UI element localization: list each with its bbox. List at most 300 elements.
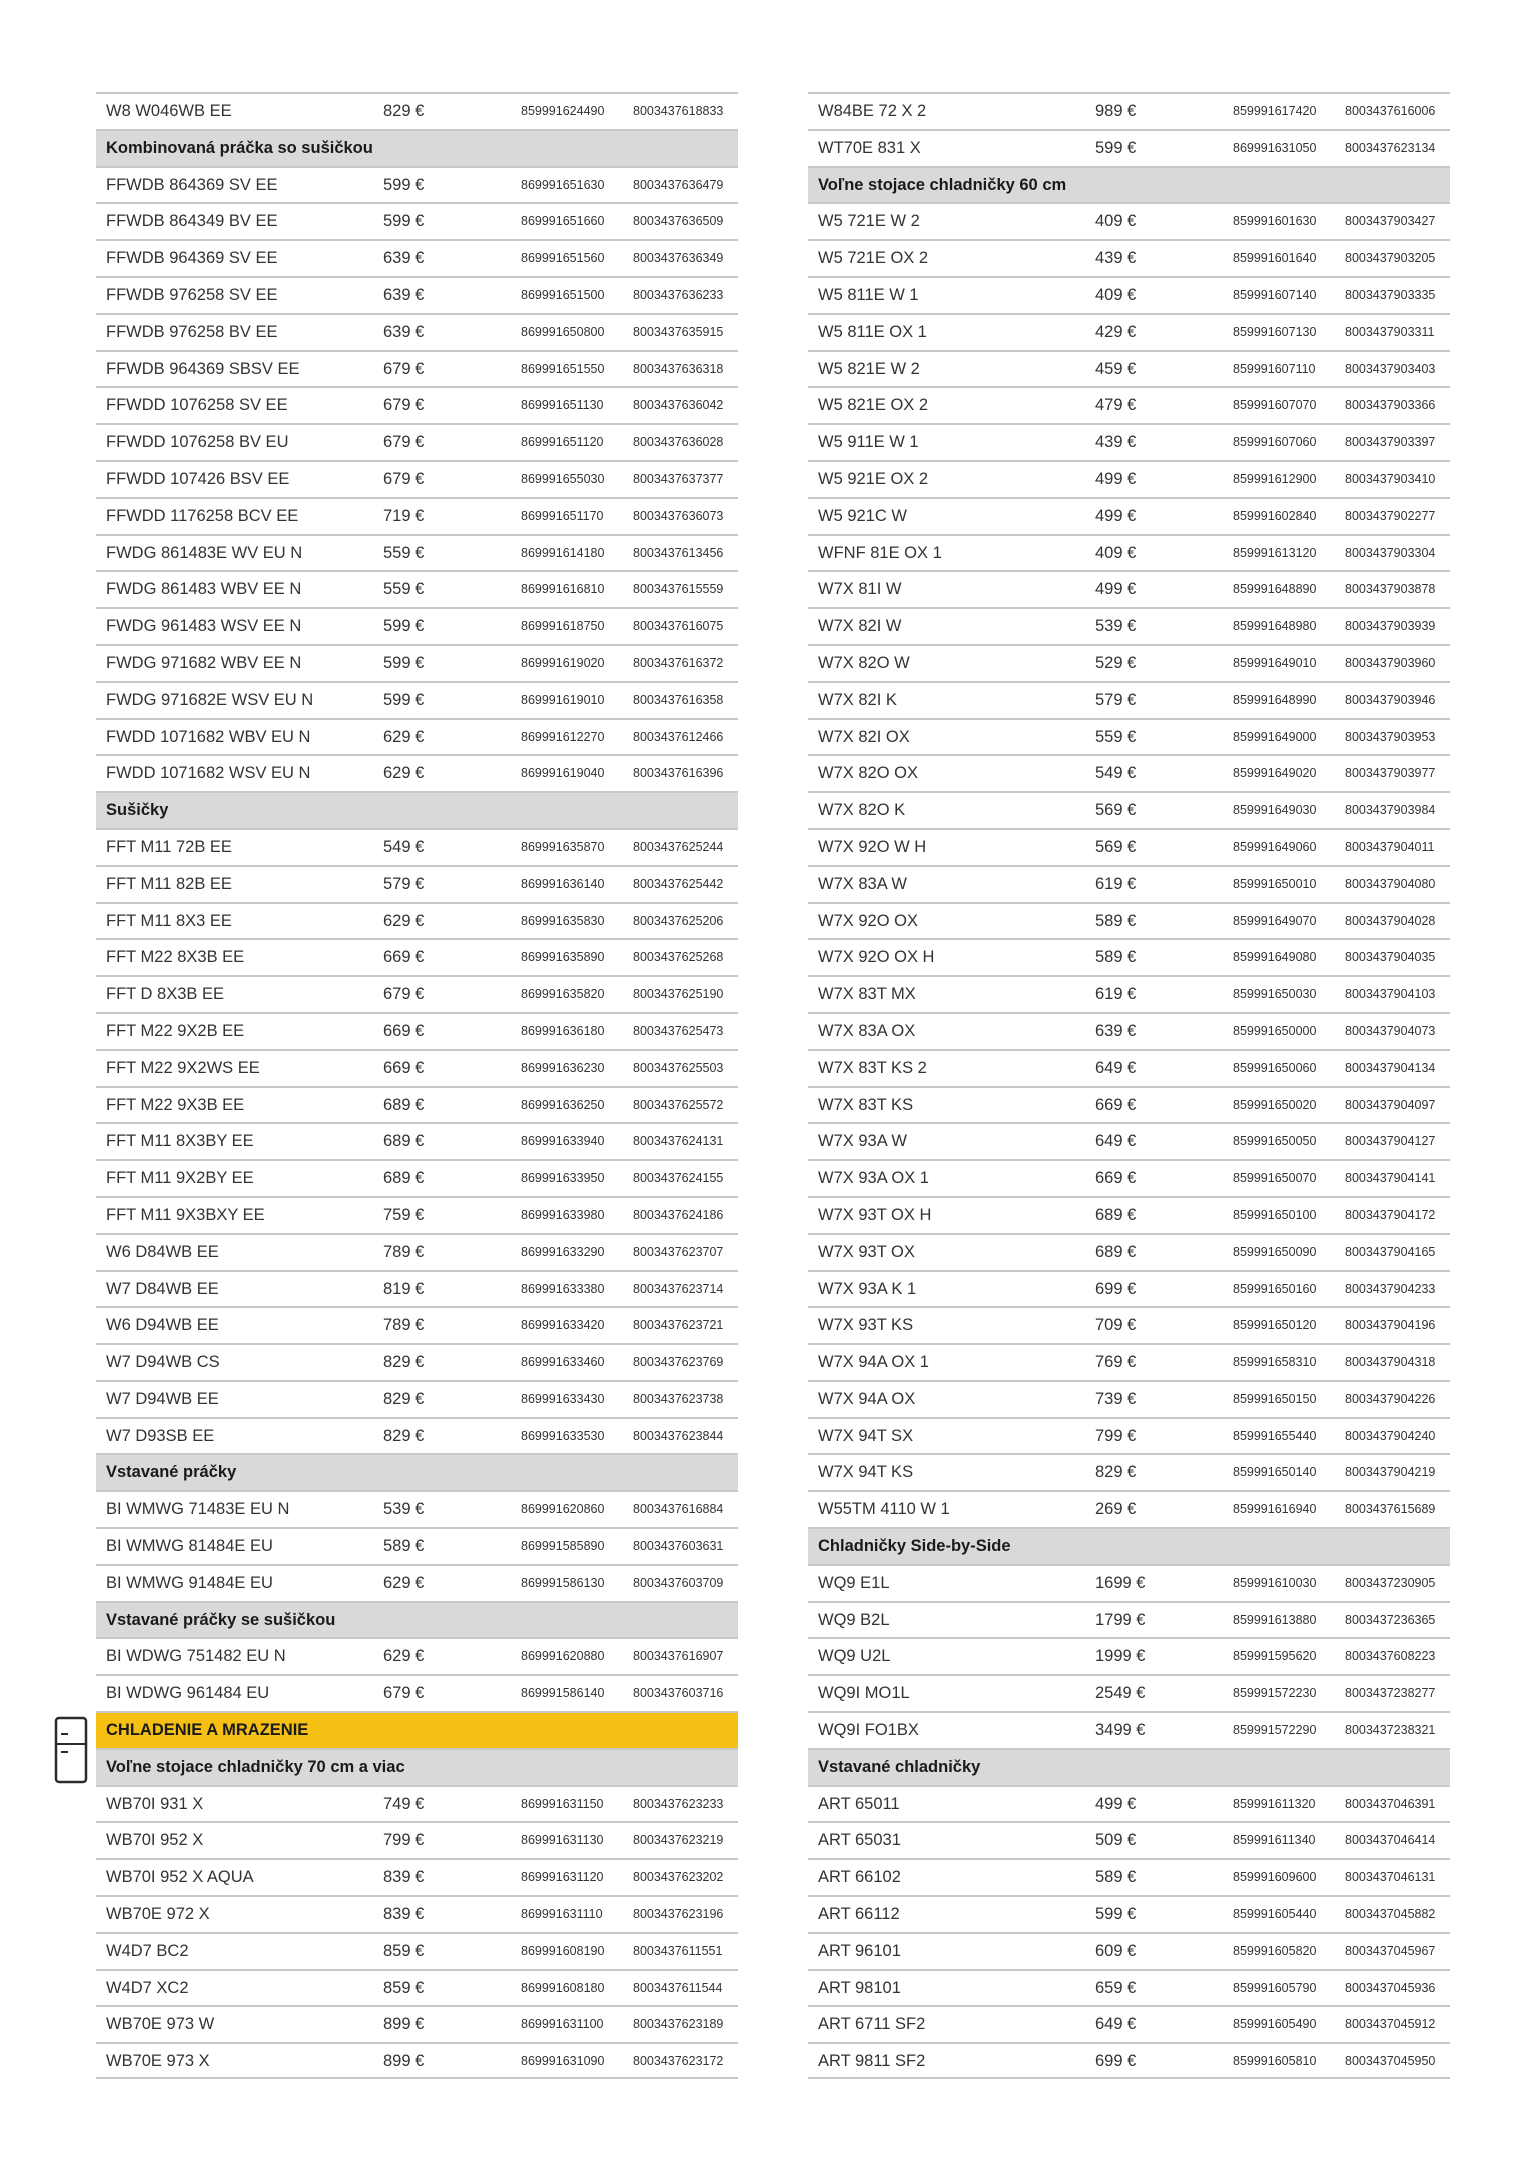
product-code: 8003437615559 bbox=[633, 582, 724, 597]
product-code: 8003437637377 bbox=[633, 471, 724, 486]
table-row bbox=[808, 1122, 1450, 1159]
product-name: W5 721E OX 2 bbox=[818, 249, 929, 268]
product-price: 569 € bbox=[1095, 801, 1137, 820]
product-name: W7X 93A OX 1 bbox=[818, 1169, 929, 1188]
table-row bbox=[96, 92, 738, 129]
product-name: W5 721E W 2 bbox=[818, 212, 920, 231]
product-ean: 869991614180 bbox=[521, 545, 605, 560]
table-row bbox=[808, 1821, 1450, 1858]
product-price: 689 € bbox=[1095, 1205, 1137, 1224]
table-row bbox=[96, 754, 738, 791]
product-price: 699 € bbox=[1095, 2052, 1137, 2071]
product-price: 989 € bbox=[1095, 102, 1137, 120]
product-ean: 859991650140 bbox=[1233, 1465, 1317, 1480]
product-name: WB70I 952 X AQUA bbox=[106, 1868, 254, 1887]
table-row bbox=[96, 1380, 738, 1417]
product-price: 819 € bbox=[383, 1279, 425, 1298]
fridge-icon bbox=[54, 1716, 88, 1784]
product-code: 8003437636349 bbox=[633, 251, 724, 266]
product-price: 1699 € bbox=[1095, 1573, 1146, 1592]
product-price: 719 € bbox=[383, 506, 425, 525]
table-row bbox=[808, 1895, 1450, 1932]
product-ean: 859991649070 bbox=[1233, 913, 1317, 928]
product-ean: 869991651660 bbox=[521, 214, 605, 229]
product-ean: 859991650020 bbox=[1233, 1097, 1317, 1112]
table-row bbox=[808, 1711, 1450, 1748]
product-ean: 869991633980 bbox=[521, 1207, 605, 1222]
product-ean: 859991624490 bbox=[521, 104, 605, 118]
product-price: 589 € bbox=[1095, 948, 1137, 967]
product-ean: 869991635870 bbox=[521, 839, 605, 854]
price-list-left-column bbox=[96, 92, 738, 2079]
product-price: 549 € bbox=[383, 837, 425, 856]
product-name: ART 96101 bbox=[818, 1941, 901, 1960]
table-row bbox=[96, 423, 738, 460]
product-price: 499 € bbox=[1095, 1794, 1137, 1813]
product-code: 8003437616907 bbox=[633, 1649, 724, 1664]
table-row bbox=[808, 1086, 1450, 1123]
table-row bbox=[808, 460, 1450, 497]
product-code: 8003437618833 bbox=[633, 104, 724, 118]
product-ean: 859991650010 bbox=[1233, 876, 1317, 891]
product-code: 8003437624131 bbox=[633, 1134, 724, 1149]
product-name: W7X 83T MX bbox=[818, 985, 916, 1004]
product-ean: 859991649000 bbox=[1233, 729, 1317, 744]
product-price: 629 € bbox=[383, 727, 425, 746]
table-row bbox=[808, 1564, 1450, 1601]
product-code: 8003437238277 bbox=[1345, 1686, 1436, 1701]
product-price: 439 € bbox=[1095, 433, 1137, 452]
table-row bbox=[808, 350, 1450, 387]
product-ean: 869991619040 bbox=[521, 766, 605, 781]
product-code: 8003437903946 bbox=[1345, 692, 1436, 707]
product-price: 669 € bbox=[383, 1058, 425, 1077]
table-row bbox=[808, 1453, 1450, 1490]
category-title: CHLADENIE A MRAZENIE bbox=[106, 1721, 309, 1740]
product-price: 679 € bbox=[383, 1684, 425, 1703]
product-ean: 869991620860 bbox=[521, 1502, 605, 1517]
product-name: ART 66112 bbox=[818, 1905, 900, 1924]
product-price: 1799 € bbox=[1095, 1610, 1146, 1629]
product-code: 8003437623769 bbox=[633, 1355, 724, 1370]
section-title: Voľne stojace chladničky 60 cm bbox=[818, 175, 1067, 194]
product-ean: 869991636230 bbox=[521, 1060, 605, 1075]
product-ean: 869991651120 bbox=[521, 435, 604, 450]
section-header bbox=[808, 166, 1450, 203]
product-name: WQ9I FO1BX bbox=[818, 1721, 919, 1740]
product-name: W7X 81I W bbox=[818, 580, 902, 599]
product-name: WQ9 U2L bbox=[818, 1647, 891, 1666]
table-row bbox=[96, 460, 738, 497]
product-code: 8003437611551 bbox=[633, 1943, 723, 1958]
table-row bbox=[808, 1343, 1450, 1380]
product-ean: 859991649010 bbox=[1233, 655, 1317, 670]
product-name: W7 D94WB EE bbox=[106, 1389, 219, 1408]
product-name: W7X 94A OX 1 bbox=[818, 1353, 929, 1372]
table-row bbox=[808, 1049, 1450, 1086]
product-price: 599 € bbox=[383, 653, 425, 672]
product-price: 409 € bbox=[1095, 543, 1137, 562]
section-header bbox=[96, 791, 738, 828]
product-ean: 859991650050 bbox=[1233, 1134, 1317, 1149]
product-name: W7X 82O K bbox=[818, 801, 906, 820]
product-ean: 859991649030 bbox=[1233, 803, 1317, 818]
product-name: WB70I 931 X bbox=[106, 1794, 204, 1813]
table-row bbox=[808, 1306, 1450, 1343]
table-row bbox=[96, 386, 738, 423]
product-ean: 859991613120 bbox=[1233, 545, 1317, 560]
product-ean: 869991633380 bbox=[521, 1281, 605, 1296]
category-header bbox=[96, 1711, 738, 1748]
product-ean: 869991620880 bbox=[521, 1649, 605, 1664]
product-ean: 859991610030 bbox=[1233, 1575, 1317, 1590]
product-price: 789 € bbox=[383, 1316, 425, 1335]
table-row bbox=[808, 644, 1450, 681]
product-price: 689 € bbox=[1095, 1242, 1137, 1261]
product-code: 8003437903960 bbox=[1345, 655, 1436, 670]
product-name: W5 821E OX 2 bbox=[818, 396, 929, 415]
product-code: 8003437903304 bbox=[1345, 545, 1436, 560]
product-ean: 869991635820 bbox=[521, 987, 605, 1002]
table-row bbox=[96, 2005, 738, 2042]
section-header bbox=[96, 1601, 738, 1638]
product-code: 8003437903427 bbox=[1345, 214, 1436, 229]
table-row bbox=[808, 1637, 1450, 1674]
product-name: FWDD 1071682 WSV EU N bbox=[106, 764, 311, 783]
product-name: W7X 92O W H bbox=[818, 837, 927, 856]
product-name: W5 811E OX 1 bbox=[818, 322, 927, 341]
table-row bbox=[96, 1122, 738, 1159]
product-ean: 869991635830 bbox=[521, 913, 605, 928]
product-code: 8003437045936 bbox=[1345, 1980, 1436, 1995]
product-price: 409 € bbox=[1095, 285, 1137, 304]
product-code: 8003437904073 bbox=[1345, 1023, 1436, 1038]
product-price: 269 € bbox=[1095, 1500, 1137, 1519]
price-list-right-column bbox=[808, 92, 1450, 2079]
product-code: 8003437625572 bbox=[633, 1097, 724, 1112]
product-name: WFNF 81E OX 1 bbox=[818, 543, 942, 562]
product-price: 509 € bbox=[1095, 1831, 1137, 1850]
product-price: 629 € bbox=[383, 911, 425, 930]
product-price: 839 € bbox=[383, 1868, 425, 1887]
section-title: Chladničky Side-by-Side bbox=[818, 1537, 1011, 1556]
product-name: FWDG 861483 WBV EE N bbox=[106, 580, 302, 599]
product-name: ART 9811 SF2 bbox=[818, 2052, 926, 2071]
product-code: 8003437616358 bbox=[633, 692, 724, 707]
table-row bbox=[808, 1159, 1450, 1196]
table-row bbox=[808, 129, 1450, 166]
table-row bbox=[96, 1417, 738, 1454]
product-code: 8003437624155 bbox=[633, 1171, 724, 1186]
product-code: 8003437623721 bbox=[633, 1318, 724, 1333]
product-ean: 869991651130 bbox=[521, 398, 604, 413]
product-ean: 859991650030 bbox=[1233, 987, 1317, 1002]
product-price: 799 € bbox=[383, 1831, 425, 1850]
product-name: FFT M11 8X3BY EE bbox=[106, 1132, 254, 1151]
product-price: 479 € bbox=[1095, 396, 1137, 415]
product-name: ART 98101 bbox=[818, 1978, 901, 1997]
product-ean: 859991648890 bbox=[1233, 582, 1317, 597]
product-code: 8003437623714 bbox=[633, 1281, 724, 1296]
product-ean: 869991631130 bbox=[521, 1833, 604, 1848]
product-price: 609 € bbox=[1095, 1941, 1137, 1960]
product-ean: 869991633420 bbox=[521, 1318, 605, 1333]
table-row bbox=[96, 1306, 738, 1343]
product-code: 8003437903984 bbox=[1345, 803, 1436, 818]
product-ean: 869991586140 bbox=[521, 1686, 605, 1701]
product-price: 629 € bbox=[383, 764, 425, 783]
product-code: 8003437623707 bbox=[633, 1244, 724, 1259]
product-name: W6 D84WB EE bbox=[106, 1242, 219, 1261]
product-ean: 869991633460 bbox=[521, 1355, 605, 1370]
table-row bbox=[96, 313, 738, 350]
table-row bbox=[96, 239, 738, 276]
table-row bbox=[808, 92, 1450, 129]
section-header bbox=[96, 129, 738, 166]
product-ean: 859991650150 bbox=[1233, 1391, 1317, 1406]
product-code: 8003437238321 bbox=[1345, 1723, 1436, 1738]
section-title: Voľne stojace chladničky 70 cm a viac bbox=[106, 1757, 405, 1776]
product-price: 599 € bbox=[1095, 138, 1137, 157]
product-price: 499 € bbox=[1095, 469, 1137, 488]
product-ean: 869991631100 bbox=[521, 2017, 604, 2032]
table-row bbox=[808, 791, 1450, 828]
table-row bbox=[96, 1969, 738, 2006]
product-ean: 859991605790 bbox=[1233, 1980, 1317, 1995]
product-name: FFWDD 107426 BSV EE bbox=[106, 469, 290, 488]
table-row bbox=[96, 1086, 738, 1123]
table-row bbox=[808, 1674, 1450, 1711]
product-price: 829 € bbox=[383, 102, 425, 120]
product-ean: 859991607110 bbox=[1233, 361, 1316, 376]
section-title: Vstavané chladničky bbox=[818, 1757, 981, 1776]
product-code: 8003437045967 bbox=[1345, 1943, 1436, 1958]
product-name: W4D7 XC2 bbox=[106, 1978, 189, 1997]
product-ean: 869991619010 bbox=[521, 692, 605, 707]
product-price: 679 € bbox=[383, 433, 425, 452]
product-ean: 869991651170 bbox=[521, 508, 604, 523]
table-row bbox=[96, 938, 738, 975]
product-price: 669 € bbox=[383, 948, 425, 967]
product-code: 8003437616884 bbox=[633, 1502, 724, 1517]
product-name: WB70I 952 X bbox=[106, 1831, 204, 1850]
table-row bbox=[96, 1858, 738, 1895]
product-code: 8003437616396 bbox=[633, 766, 724, 781]
product-name: W7X 93T OX bbox=[818, 1242, 915, 1261]
product-name: W6 D94WB EE bbox=[106, 1316, 219, 1335]
product-ean: 859991605440 bbox=[1233, 1907, 1317, 1922]
product-code: 8003437904233 bbox=[1345, 1281, 1436, 1296]
table-row bbox=[808, 1380, 1450, 1417]
product-name: ART 65031 bbox=[818, 1831, 901, 1850]
product-name: W7X 93T KS bbox=[818, 1316, 914, 1335]
product-ean: 869991633940 bbox=[521, 1134, 605, 1149]
product-name: FFT M22 9X2B EE bbox=[106, 1021, 245, 1040]
product-price: 679 € bbox=[383, 985, 425, 1004]
product-price: 559 € bbox=[383, 543, 425, 562]
table-row bbox=[96, 902, 738, 939]
table-row bbox=[96, 1564, 738, 1601]
product-ean: 859991649060 bbox=[1233, 839, 1317, 854]
product-name: FFWDB 976258 BV EE bbox=[106, 322, 278, 341]
product-ean: 869991650800 bbox=[521, 324, 605, 339]
product-code: 8003437903403 bbox=[1345, 361, 1436, 376]
product-price: 589 € bbox=[1095, 1868, 1137, 1887]
product-price: 679 € bbox=[383, 359, 425, 378]
product-ean: 869991631110 bbox=[521, 1907, 603, 1922]
product-code: 8003437625244 bbox=[633, 839, 724, 854]
product-ean: 859991617420 bbox=[1233, 104, 1317, 118]
product-ean: 859991607140 bbox=[1233, 287, 1317, 302]
product-code: 8003437904028 bbox=[1345, 913, 1436, 928]
table-row bbox=[96, 1785, 738, 1822]
product-ean: 869991608190 bbox=[521, 1943, 605, 1958]
product-code: 8003437636318 bbox=[633, 361, 724, 376]
product-price: 639 € bbox=[383, 322, 425, 341]
product-name: W7X 94T KS bbox=[818, 1463, 914, 1482]
table-row bbox=[96, 1527, 738, 1564]
product-name: W7X 82O W bbox=[818, 653, 910, 672]
product-ean: 859991616940 bbox=[1233, 1502, 1317, 1517]
product-price: 759 € bbox=[383, 1205, 425, 1224]
product-code: 8003437903953 bbox=[1345, 729, 1436, 744]
product-ean: 869991631120 bbox=[521, 1870, 604, 1885]
product-code: 8003437903410 bbox=[1345, 471, 1436, 486]
table-row bbox=[808, 1490, 1450, 1527]
product-code: 8003437904097 bbox=[1345, 1097, 1436, 1112]
product-code: 8003437623738 bbox=[633, 1391, 724, 1406]
product-code: 8003437608223 bbox=[1345, 1649, 1436, 1664]
product-name: W7 D93SB EE bbox=[106, 1426, 215, 1445]
product-name: ART 6711 SF2 bbox=[818, 2015, 926, 2034]
table-row bbox=[808, 423, 1450, 460]
product-ean: 869991633290 bbox=[521, 1244, 605, 1259]
product-code: 8003437624186 bbox=[633, 1207, 724, 1222]
product-price: 499 € bbox=[1095, 506, 1137, 525]
product-code: 8003437615689 bbox=[1345, 1502, 1436, 1517]
product-ean: 859991612900 bbox=[1233, 471, 1317, 486]
product-name: FFT M11 8X3 EE bbox=[106, 911, 232, 930]
table-row bbox=[96, 1196, 738, 1233]
product-price: 619 € bbox=[1095, 874, 1137, 893]
section-title: Sušičky bbox=[106, 801, 169, 820]
product-name: FFWDD 1076258 BV EU bbox=[106, 433, 289, 452]
product-code: 8003437623202 bbox=[633, 1870, 724, 1885]
product-ean: 859991605820 bbox=[1233, 1943, 1317, 1958]
product-name: FWDD 1071682 WBV EU N bbox=[106, 727, 311, 746]
product-price: 669 € bbox=[383, 1021, 425, 1040]
product-code: 8003437904226 bbox=[1345, 1391, 1436, 1406]
product-name: W7X 83A OX bbox=[818, 1021, 916, 1040]
table-row bbox=[96, 1490, 738, 1527]
product-name: WT70E 831 X bbox=[818, 138, 921, 157]
product-name: WQ9 B2L bbox=[818, 1610, 890, 1629]
table-row bbox=[96, 2042, 738, 2079]
product-code: 8003437046391 bbox=[1345, 1796, 1436, 1811]
product-ean: 859991613880 bbox=[1233, 1612, 1317, 1627]
product-price: 559 € bbox=[1095, 727, 1137, 746]
product-ean: 859991650070 bbox=[1233, 1171, 1317, 1186]
product-code: 8003437904172 bbox=[1345, 1207, 1436, 1222]
product-code: 8003437636233 bbox=[633, 287, 724, 302]
table-row bbox=[96, 681, 738, 718]
product-code: 8003437636073 bbox=[633, 508, 724, 523]
product-price: 589 € bbox=[1095, 911, 1137, 930]
product-name: W5 921E OX 2 bbox=[818, 469, 929, 488]
product-code: 8003437236365 bbox=[1345, 1612, 1436, 1627]
product-price: 559 € bbox=[383, 580, 425, 599]
product-ean: 869991636140 bbox=[521, 876, 605, 891]
product-name: W5 811E W 1 bbox=[818, 285, 919, 304]
product-code: 8003437625268 bbox=[633, 950, 724, 965]
product-price: 619 € bbox=[1095, 985, 1137, 1004]
product-price: 1999 € bbox=[1095, 1647, 1146, 1666]
product-ean: 859991611340 bbox=[1233, 1833, 1316, 1848]
product-price: 899 € bbox=[383, 2052, 425, 2071]
table-row bbox=[96, 350, 738, 387]
product-price: 459 € bbox=[1095, 359, 1137, 378]
table-row bbox=[96, 607, 738, 644]
product-price: 899 € bbox=[383, 2015, 425, 2034]
table-row bbox=[96, 1637, 738, 1674]
product-name: FFT M22 8X3B EE bbox=[106, 948, 245, 967]
product-name: BI WMWG 91484E EU bbox=[106, 1573, 273, 1592]
product-name: WB70E 973 X bbox=[106, 2052, 210, 2071]
product-code: 8003437611544 bbox=[633, 1980, 723, 1995]
product-code: 8003437613456 bbox=[633, 545, 724, 560]
product-ean: 869991651630 bbox=[521, 177, 605, 192]
product-code: 8003437045912 bbox=[1345, 2017, 1436, 2032]
product-price: 579 € bbox=[383, 874, 425, 893]
product-ean: 859991658310 bbox=[1233, 1355, 1317, 1370]
table-row bbox=[808, 681, 1450, 718]
section-header bbox=[808, 1748, 1450, 1785]
product-ean: 859991650000 bbox=[1233, 1023, 1317, 1038]
product-name: FFWDB 864369 SV EE bbox=[106, 175, 278, 194]
product-code: 8003437603631 bbox=[633, 1539, 724, 1554]
product-name: W7 D94WB CS bbox=[106, 1353, 220, 1372]
product-ean: 859991648980 bbox=[1233, 619, 1317, 634]
product-code: 8003437230905 bbox=[1345, 1575, 1436, 1590]
product-name: ART 66102 bbox=[818, 1868, 901, 1887]
product-ean: 869991619020 bbox=[521, 655, 605, 670]
product-ean: 859991605810 bbox=[1233, 2054, 1317, 2069]
table-row bbox=[96, 276, 738, 313]
product-name: BI WMWG 81484E EU bbox=[106, 1537, 273, 1556]
product-ean: 869991635890 bbox=[521, 950, 605, 965]
table-row bbox=[808, 975, 1450, 1012]
product-ean: 859991602840 bbox=[1233, 508, 1317, 523]
product-price: 839 € bbox=[383, 1905, 425, 1924]
product-name: FWDG 971682E WSV EU N bbox=[106, 690, 314, 709]
product-ean: 869991585890 bbox=[521, 1539, 605, 1554]
table-row bbox=[808, 276, 1450, 313]
product-price: 599 € bbox=[383, 175, 425, 194]
product-ean: 859991595620 bbox=[1233, 1649, 1317, 1664]
product-ean: 869991633530 bbox=[521, 1428, 605, 1443]
product-code: 8003437904035 bbox=[1345, 950, 1436, 965]
product-price: 859 € bbox=[383, 1978, 425, 1997]
product-ean: 869991612270 bbox=[521, 729, 605, 744]
product-code: 8003437625442 bbox=[633, 876, 724, 891]
product-ean: 859991650090 bbox=[1233, 1244, 1317, 1259]
product-price: 689 € bbox=[383, 1095, 425, 1114]
product-ean: 859991650120 bbox=[1233, 1318, 1317, 1333]
product-price: 799 € bbox=[1095, 1426, 1137, 1445]
table-row bbox=[808, 718, 1450, 755]
product-ean: 869991636180 bbox=[521, 1023, 605, 1038]
product-ean: 859991607130 bbox=[1233, 324, 1317, 339]
